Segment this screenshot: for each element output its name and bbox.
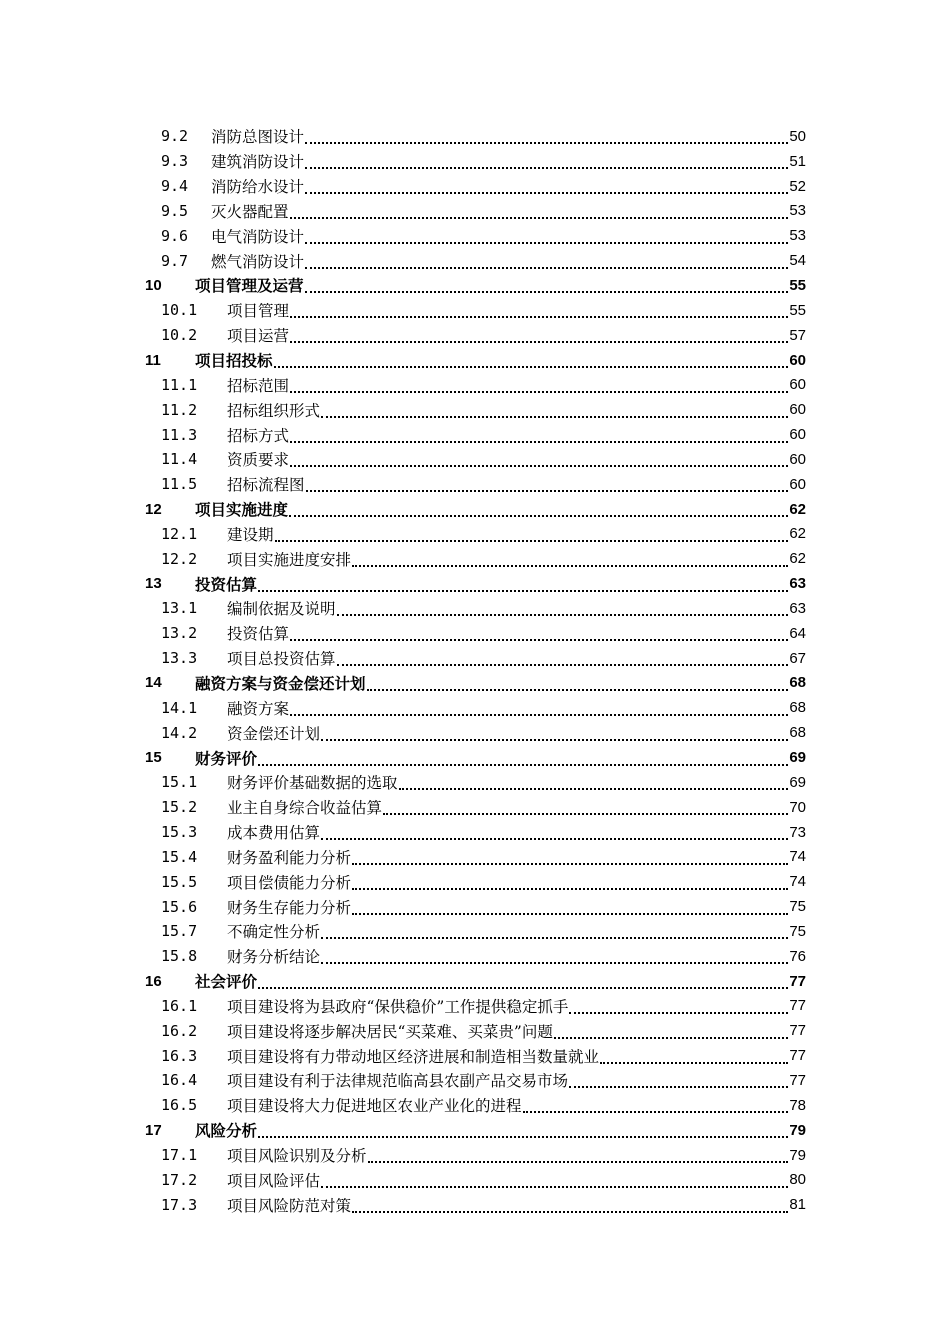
toc-entry-page-number: 55 xyxy=(789,276,806,294)
toc-chapter-entry[interactable] xyxy=(145,1118,806,1143)
toc-dot-leader xyxy=(305,151,788,169)
toc-dot-leader xyxy=(569,996,788,1014)
toc-entry-number: 11.5 xyxy=(161,475,198,494)
toc-entry-number: 13.2 xyxy=(161,624,198,643)
toc-section-entry[interactable] xyxy=(145,1043,806,1068)
toc-entry-page-number: 60 xyxy=(789,475,806,493)
toc-entry-number: 15.7 xyxy=(161,922,198,941)
toc-dot-leader xyxy=(258,748,788,766)
toc-entry-number: 16.1 xyxy=(161,996,198,1015)
toc-section-entry[interactable] xyxy=(145,695,806,720)
toc-dot-leader xyxy=(290,425,788,443)
toc-entry-number: 15.8 xyxy=(161,947,198,966)
toc-entry-number: 9.6 xyxy=(161,226,189,245)
toc-entry-number: 10 xyxy=(145,276,162,294)
toc-entry-number: 17.2 xyxy=(161,1170,198,1189)
toc-section-entry[interactable] xyxy=(145,447,806,472)
toc-entry-number: 11.3 xyxy=(161,425,198,444)
toc-dot-leader xyxy=(290,201,789,219)
toc-entry-number: 15.4 xyxy=(161,847,198,866)
toc-dot-leader xyxy=(289,499,788,517)
toc-entry-title: 投资估算 xyxy=(227,625,290,644)
toc-entry-page-number: 76 xyxy=(789,947,806,965)
toc-dot-leader xyxy=(352,872,788,890)
toc-entry-title: 财务生存能力分析 xyxy=(227,898,352,917)
toc-entry-number: 11.1 xyxy=(161,375,198,394)
toc-entry-title: 项目实施进度 xyxy=(195,500,289,520)
toc-entry-number: 9.5 xyxy=(161,201,189,220)
toc-dot-leader xyxy=(258,1120,788,1138)
toc-entry-page-number: 68 xyxy=(789,699,806,717)
toc-entry-title: 财务分析结论 xyxy=(227,948,321,967)
toc-entry-number: 11 xyxy=(145,351,161,369)
toc-entry-page-number: 53 xyxy=(789,227,806,245)
toc-entry-title: 招标范围 xyxy=(227,376,290,395)
toc-section-entry[interactable] xyxy=(145,149,806,174)
toc-entry-title: 项目风险评估 xyxy=(227,1171,321,1190)
toc-section-entry[interactable] xyxy=(145,522,806,547)
toc-entry-title: 招标组织形式 xyxy=(227,401,321,420)
toc-entry-title: 招标流程图 xyxy=(227,476,305,495)
toc-dot-leader xyxy=(321,1170,788,1188)
toc-section-entry[interactable] xyxy=(145,422,806,447)
toc-chapter-entry[interactable] xyxy=(145,745,806,770)
toc-entry-number: 9.4 xyxy=(161,177,189,196)
toc-entry-page-number: 73 xyxy=(789,823,806,841)
toc-entry-number: 15 xyxy=(145,749,162,767)
toc-entry-number: 14.1 xyxy=(161,698,198,717)
toc-entry-title: 融资方案与资金偿还计划 xyxy=(195,673,366,693)
toc-entry-page-number: 77 xyxy=(789,997,806,1015)
toc-entry-title: 融资方案 xyxy=(227,699,290,718)
toc-section-entry[interactable] xyxy=(145,994,806,1019)
toc-dot-leader xyxy=(321,822,788,840)
toc-dot-leader xyxy=(554,1021,788,1039)
toc-chapter-entry[interactable] xyxy=(145,969,806,994)
toc-entry-title: 不确定性分析 xyxy=(227,923,321,942)
toc-entry-page-number: 67 xyxy=(789,649,806,667)
toc-section-entry[interactable] xyxy=(145,174,806,199)
toc-entry-title: 投资估算 xyxy=(195,574,258,594)
toc-dot-leader xyxy=(600,1046,788,1064)
toc-entry-page-number: 77 xyxy=(789,1022,806,1040)
toc-dot-leader xyxy=(352,549,788,567)
toc-dot-leader xyxy=(305,251,788,269)
toc-dot-leader xyxy=(305,126,788,144)
toc-entry-title: 灭火器配置 xyxy=(211,202,289,221)
toc-entry-number: 12.2 xyxy=(161,549,198,568)
toc-section-entry[interactable] xyxy=(145,546,806,571)
toc-dot-leader xyxy=(290,623,788,641)
toc-entry-title: 建设期 xyxy=(227,525,274,544)
toc-dot-leader xyxy=(383,797,788,815)
toc-entry-number: 16.5 xyxy=(161,1096,198,1115)
toc-entry-page-number: 60 xyxy=(789,450,806,468)
toc-entry-number: 10.1 xyxy=(161,301,198,320)
toc-entry-page-number: 77 xyxy=(789,1047,806,1065)
toc-entry-number: 13.1 xyxy=(161,599,198,618)
toc-section-entry[interactable] xyxy=(145,472,806,497)
toc-section-entry[interactable] xyxy=(145,820,806,845)
toc-entry-title: 消防给水设计 xyxy=(211,178,305,197)
toc-section-entry[interactable] xyxy=(145,223,806,248)
toc-chapter-entry[interactable] xyxy=(145,497,806,522)
toc-dot-leader xyxy=(321,921,788,939)
toc-section-entry[interactable] xyxy=(145,621,806,646)
toc-dot-leader xyxy=(290,325,788,343)
toc-entry-page-number: 75 xyxy=(789,898,806,916)
toc-entry-number: 16.4 xyxy=(161,1071,198,1090)
toc-section-entry[interactable] xyxy=(145,944,806,969)
toc-entry-number: 15.2 xyxy=(161,798,198,817)
toc-section-entry[interactable] xyxy=(145,1167,806,1192)
toc-entry-page-number: 60 xyxy=(789,426,806,444)
toc-entry-page-number: 68 xyxy=(789,724,806,742)
toc-dot-leader xyxy=(274,350,789,368)
toc-dot-leader xyxy=(569,1070,788,1088)
toc-entry-title: 项目建设有利于法律规范临高县农副产品交易市场 xyxy=(227,1072,569,1091)
toc-section-entry[interactable] xyxy=(145,248,806,273)
toc-entry-title: 成本费用估算 xyxy=(227,824,321,843)
toc-entry-page-number: 60 xyxy=(789,401,806,419)
toc-entry-title: 燃气消防设计 xyxy=(211,252,305,271)
toc-entry-number: 11.4 xyxy=(161,450,198,469)
toc-section-entry[interactable] xyxy=(145,1018,806,1043)
toc-section-entry[interactable] xyxy=(145,323,806,348)
toc-entry-title: 业主自身综合收益估算 xyxy=(227,799,383,818)
toc-entry-number: 11.2 xyxy=(161,400,198,419)
toc-entry-page-number: 74 xyxy=(789,848,806,866)
toc-entry-title: 项目建设将有力带动地区经济进展和制造相当数量就业 xyxy=(227,1047,600,1066)
toc-entry-number: 17 xyxy=(145,1121,162,1139)
toc-entry-number: 15.1 xyxy=(161,773,198,792)
toc-entry-page-number: 62 xyxy=(789,550,806,568)
toc-dot-leader xyxy=(258,971,788,989)
toc-section-entry[interactable] xyxy=(145,795,806,820)
toc-entry-page-number: 81 xyxy=(789,1196,806,1214)
toc-section-entry[interactable] xyxy=(145,124,806,149)
toc-chapter-entry[interactable] xyxy=(145,348,806,373)
toc-entry-title: 电气消防设计 xyxy=(211,227,305,246)
toc-section-entry[interactable] xyxy=(145,1068,806,1093)
toc-dot-leader xyxy=(352,897,788,915)
toc-chapter-entry[interactable] xyxy=(145,571,806,596)
toc-entry-number: 17.1 xyxy=(161,1146,198,1165)
toc-entry-title: 项目风险防范对策 xyxy=(227,1196,352,1215)
toc-entry-page-number: 79 xyxy=(789,1121,806,1139)
toc-entry-number: 12.1 xyxy=(161,524,198,543)
toc-entry-title: 项目建设将逐步解决居民“买菜难、买菜贵”问题 xyxy=(227,1022,553,1041)
toc-entry-title: 消防总图设计 xyxy=(211,128,305,147)
toc-entry-page-number: 60 xyxy=(789,351,806,369)
toc-entry-page-number: 64 xyxy=(789,624,806,642)
toc-dot-leader xyxy=(290,375,788,393)
toc-dot-leader xyxy=(305,176,788,194)
toc-entry-number: 17.3 xyxy=(161,1195,198,1214)
toc-dot-leader xyxy=(321,946,788,964)
toc-entry-page-number: 60 xyxy=(789,376,806,394)
toc-entry-title: 项目偿债能力分析 xyxy=(227,873,352,892)
toc-dot-leader xyxy=(290,698,788,716)
toc-dot-leader xyxy=(337,598,789,616)
toc-chapter-entry[interactable] xyxy=(145,671,806,696)
toc-entry-number: 15.6 xyxy=(161,897,198,916)
table-of-contents xyxy=(145,124,806,1217)
toc-entry-title: 项目招投标 xyxy=(195,351,273,371)
toc-dot-leader xyxy=(523,1095,789,1113)
toc-entry-title: 招标方式 xyxy=(227,426,290,445)
toc-section-entry[interactable] xyxy=(145,894,806,919)
toc-dot-leader xyxy=(290,300,788,318)
toc-entry-number: 15.3 xyxy=(161,823,198,842)
toc-section-entry[interactable] xyxy=(145,199,806,224)
toc-entry-title: 项目实施进度安排 xyxy=(227,550,352,569)
toc-entry-title: 编制依据及说明 xyxy=(227,600,336,619)
toc-section-entry[interactable] xyxy=(145,919,806,944)
toc-entry-page-number: 74 xyxy=(789,873,806,891)
toc-entry-number: 9.7 xyxy=(161,251,189,270)
toc-entry-page-number: 63 xyxy=(789,599,806,617)
toc-entry-title: 财务评价 xyxy=(195,748,258,768)
toc-section-entry[interactable] xyxy=(145,298,806,323)
toc-dot-leader xyxy=(305,275,789,293)
toc-dot-leader xyxy=(352,847,788,865)
toc-section-entry[interactable] xyxy=(145,720,806,745)
toc-entry-page-number: 68 xyxy=(789,674,806,692)
toc-entry-number: 13.3 xyxy=(161,649,198,668)
toc-dot-leader xyxy=(275,524,789,542)
toc-entry-title: 资金偿还计划 xyxy=(227,724,321,743)
toc-entry-page-number: 50 xyxy=(789,127,806,145)
toc-chapter-entry[interactable] xyxy=(145,273,806,298)
toc-entry-title: 社会评价 xyxy=(195,972,258,992)
toc-dot-leader xyxy=(368,1145,789,1163)
toc-dot-leader xyxy=(306,474,789,492)
toc-entry-page-number: 77 xyxy=(789,1071,806,1089)
toc-entry-page-number: 77 xyxy=(789,972,806,990)
toc-entry-page-number: 55 xyxy=(789,301,806,319)
toc-section-entry[interactable] xyxy=(145,1143,806,1168)
toc-dot-leader xyxy=(367,673,789,691)
toc-entry-page-number: 54 xyxy=(789,252,806,270)
toc-entry-title: 财务盈利能力分析 xyxy=(227,848,352,867)
toc-entry-number: 16.3 xyxy=(161,1046,198,1065)
toc-entry-title: 项目运营 xyxy=(227,327,290,346)
toc-entry-page-number: 63 xyxy=(789,575,806,593)
toc-entry-page-number: 57 xyxy=(789,326,806,344)
toc-entry-page-number: 70 xyxy=(789,798,806,816)
toc-entry-number: 15.5 xyxy=(161,872,198,891)
toc-entry-page-number: 69 xyxy=(789,773,806,791)
toc-section-entry[interactable] xyxy=(145,397,806,422)
toc-dot-leader xyxy=(258,574,788,592)
toc-entry-number: 14 xyxy=(145,674,162,692)
toc-entry-title: 资质要求 xyxy=(227,451,290,470)
toc-dot-leader xyxy=(305,226,788,244)
toc-entry-page-number: 79 xyxy=(789,1146,806,1164)
toc-entry-page-number: 62 xyxy=(789,525,806,543)
toc-section-entry[interactable] xyxy=(145,596,806,621)
toc-dot-leader xyxy=(399,772,789,790)
toc-dot-leader xyxy=(321,723,788,741)
toc-entry-number: 10.2 xyxy=(161,326,198,345)
toc-section-entry[interactable] xyxy=(145,646,806,671)
toc-entry-title: 项目风险识别及分析 xyxy=(227,1147,367,1166)
toc-entry-title: 项目管理及运营 xyxy=(195,276,304,296)
toc-entry-title: 项目建设将大力促进地区农业产业化的进程 xyxy=(227,1097,522,1116)
toc-entry-page-number: 53 xyxy=(789,202,806,220)
toc-section-entry[interactable] xyxy=(145,869,806,894)
toc-section-entry[interactable] xyxy=(145,1192,806,1217)
toc-dot-leader xyxy=(337,648,789,666)
toc-entry-page-number: 51 xyxy=(789,152,806,170)
toc-entry-number: 13 xyxy=(145,575,162,593)
toc-entry-number: 16 xyxy=(145,972,162,990)
toc-section-entry[interactable] xyxy=(145,372,806,397)
toc-entry-title: 项目建设将为县政府“保供稳价”工作提供稳定抓手 xyxy=(227,997,569,1016)
toc-entry-number: 9.3 xyxy=(161,152,189,171)
toc-entry-number: 16.2 xyxy=(161,1021,198,1040)
toc-section-entry[interactable] xyxy=(145,770,806,795)
toc-entry-number: 9.2 xyxy=(161,127,189,146)
toc-entry-number: 14.2 xyxy=(161,723,198,742)
toc-entry-page-number: 69 xyxy=(789,749,806,767)
toc-entry-page-number: 62 xyxy=(789,500,806,518)
toc-section-entry[interactable] xyxy=(145,844,806,869)
toc-entry-number: 12 xyxy=(145,500,162,518)
toc-entry-title: 建筑消防设计 xyxy=(211,153,305,172)
toc-entry-page-number: 75 xyxy=(789,922,806,940)
toc-entry-page-number: 78 xyxy=(789,1096,806,1114)
toc-entry-title: 项目总投资估算 xyxy=(227,650,336,669)
toc-entry-page-number: 80 xyxy=(789,1171,806,1189)
toc-entry-title: 风险分析 xyxy=(195,1121,258,1141)
toc-entry-title: 财务评价基础数据的选取 xyxy=(227,774,398,793)
toc-entry-title: 项目管理 xyxy=(227,302,290,321)
toc-section-entry[interactable] xyxy=(145,1093,806,1118)
toc-dot-leader xyxy=(290,449,788,467)
toc-dot-leader xyxy=(321,400,788,418)
toc-entry-page-number: 52 xyxy=(789,177,806,195)
toc-dot-leader xyxy=(352,1195,788,1213)
